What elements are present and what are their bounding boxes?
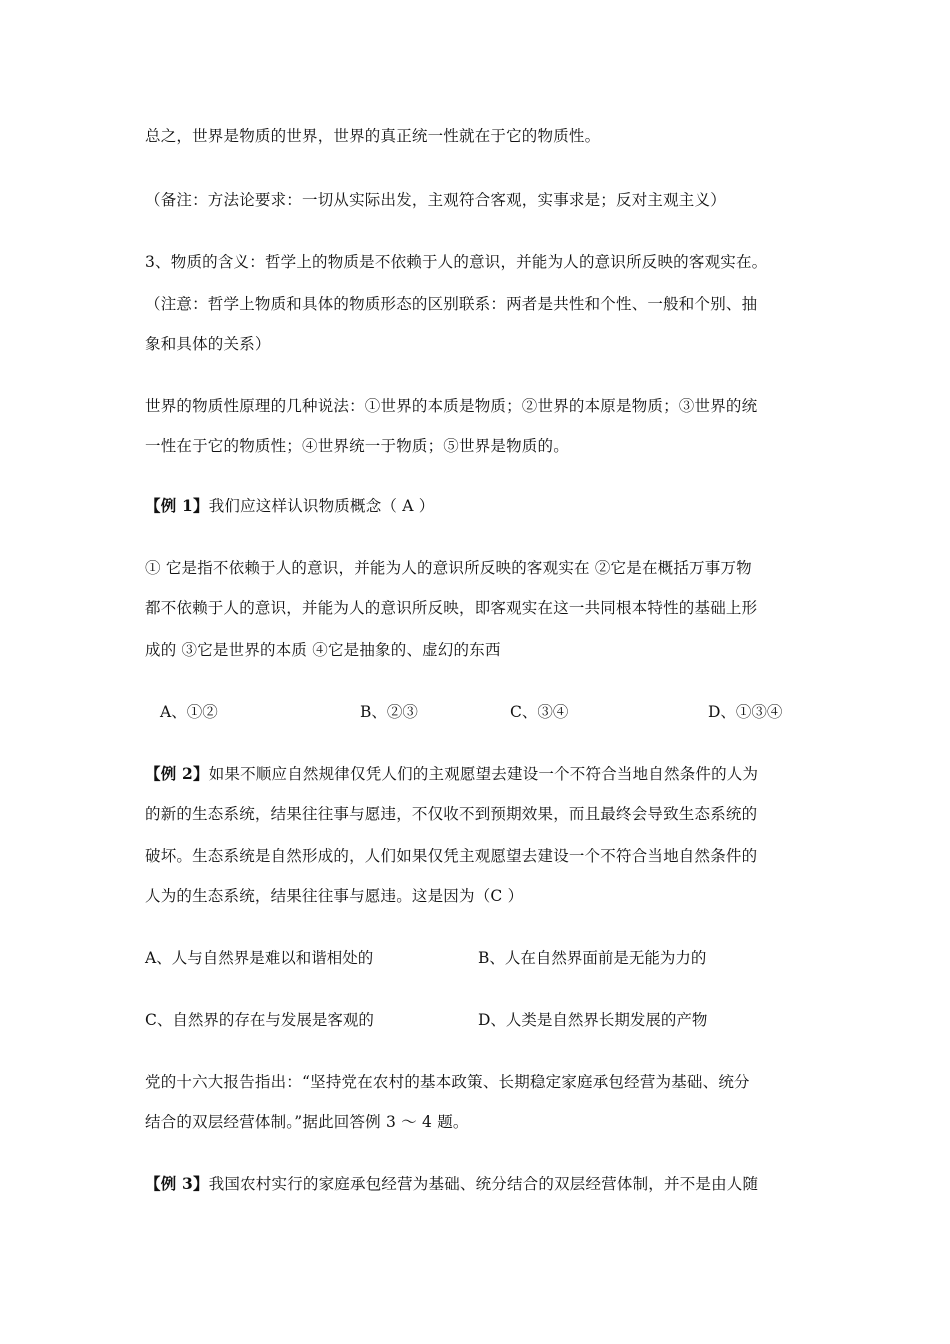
example-2-label: 【例 2】 <box>145 764 209 783</box>
paragraph-line: （注意：哲学上物质和具体的物质形态的区别联系：两者是共性和个性、一般和个别、抽 <box>145 295 758 313</box>
example-1-option-c: C、③④ <box>510 703 569 721</box>
example-1-label: 【例 1】 <box>145 496 209 515</box>
paragraph-line: 3、物质的含义：哲学上的物质是不依赖于人的意识，并能为人的意识所反映的客观实在。 <box>145 253 768 271</box>
note-line: （备注：方法论要求：一切从实际出发，主观符合客观，实事求是；反对主观主义） <box>145 191 726 209</box>
paragraph-line: 破坏。生态系统是自然形成的，人们如果仅凭主观愿望去建设一个不符合当地自然条件的 <box>145 847 758 865</box>
example-1-option-a: A、①② <box>160 703 218 721</box>
paragraph-line: ① 它是指不依赖于人的意识，并能为人的意识所反映的客观实在 ②它是在概括万事万物 <box>145 559 752 577</box>
example-3-text: 我国农村实行的家庭承包经营为基础、统分结合的双层经营体制，并不是由人随 <box>208 1175 759 1193</box>
paragraph-line: 的新的生态系统，结果往往事与愿违，不仅收不到预期效果，而且最终会导致生态系统的 <box>145 805 758 823</box>
example-2-option-a: A、人与自然界是难以和谐相处的 <box>145 949 374 967</box>
example-1-question <box>145 496 810 516</box>
paragraph-line: 一性在于它的物质性；④世界统一于物质；⑤世界是物质的。 <box>145 437 569 455</box>
paragraph-line: 总之，世界是物质的世界，世界的真正统一性就在于它的物质性。 <box>145 127 601 145</box>
example-1-text: 我们应这样认识物质概念（ A ） <box>208 497 435 515</box>
paragraph-line: 都不依赖于人的意识，并能为人的意识所反映，即客观实在这一共同根本特性的基础上形 <box>145 599 758 617</box>
example-3-label: 【例 3】 <box>145 1174 209 1193</box>
example-3-question <box>145 1174 810 1194</box>
paragraph-line: 象和具体的关系） <box>145 335 271 353</box>
paragraph-line: 世界的物质性原理的几种说法：①世界的本质是物质；②世界的本原是物质；③世界的统 <box>145 397 758 415</box>
paragraph-line: 党的十六大报告指出：“坚持党在农村的基本政策、长期稳定家庭承包经营为基础、统分 <box>145 1073 750 1091</box>
example-2-question <box>145 764 810 784</box>
paragraph-line: 成的 ③它是世界的本质 ④它是抽象的、虚幻的东西 <box>145 641 501 659</box>
example-2-option-c: C、自然界的存在与发展是客观的 <box>145 1011 374 1029</box>
example-2-option-b: B、人在自然界面前是无能为力的 <box>478 949 707 967</box>
example-1-option-b: B、②③ <box>360 703 418 721</box>
example-2-text: 如果不顺应自然规律仅凭人们的主观愿望去建设一个不符合当地自然条件的人为 <box>208 765 759 783</box>
paragraph-line: 人为的生态系统，结果往往事与愿违。这是因为（C ） <box>145 887 524 905</box>
example-2-option-d: D、人类是自然界长期发展的产物 <box>478 1011 708 1029</box>
example-1-option-d: D、①③④ <box>708 703 783 721</box>
paragraph-line: 结合的双层经营体制。”据此回答例 3 ～ 4 题。 <box>145 1113 469 1131</box>
